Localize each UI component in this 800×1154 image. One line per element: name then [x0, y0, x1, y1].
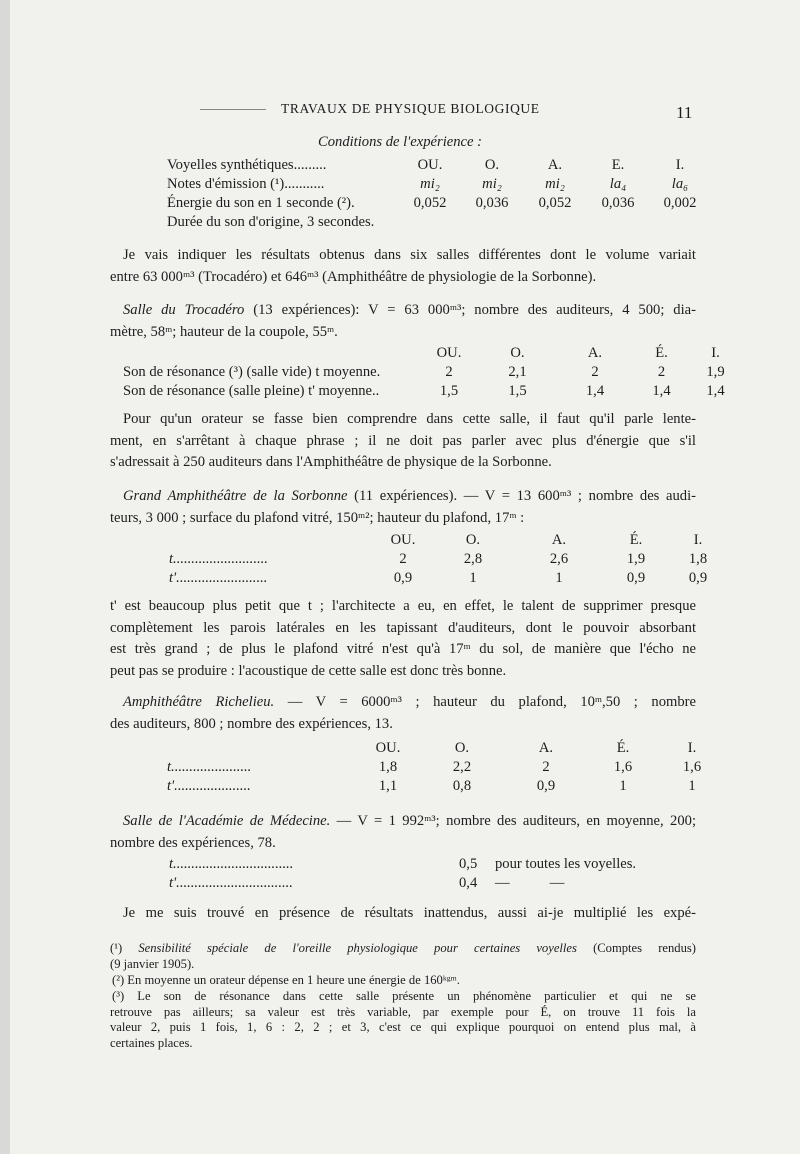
text-line: (³) Le son de résonance dans cette salle présente un phénomène particulier et qui ne se — [112, 989, 696, 1003]
cell: 0,4 — [459, 875, 478, 891]
row-label: t'......................... — [169, 570, 268, 586]
text-line: certaines places. — [110, 1035, 193, 1050]
text-line — [110, 941, 696, 957]
section-title: Salle du Trocadéro — [123, 302, 245, 318]
cell: 1,8 — [688, 551, 708, 567]
conditions-row — [167, 156, 711, 175]
column-header: O. — [465, 532, 481, 548]
row-label: Énergie du son en 1 seconde (²). — [167, 195, 355, 211]
table-row — [169, 874, 675, 893]
cell: 1,4 — [706, 383, 725, 399]
cell: E. — [611, 157, 625, 173]
cell: 1 — [688, 778, 696, 794]
cell: 1,9 — [626, 551, 646, 567]
cell: 1,4 — [652, 383, 671, 399]
table-header — [169, 531, 727, 550]
column-header: OU. — [390, 532, 416, 548]
cell: 2,2 — [452, 759, 472, 775]
row-label: Voyelles synthétiques......... — [167, 157, 327, 173]
row-label: t'..................... — [167, 778, 251, 794]
section-title-rest: — V = 1 992ᵐ³; nombre des auditeurs, en moyenne, 200; — [330, 813, 696, 829]
cell: O. — [484, 157, 500, 173]
column-header: I. — [711, 345, 720, 361]
running-title: TRAVAUX DE PHYSIQUE BIOLOGIQUE — [281, 101, 540, 116]
cell: 1,9 — [706, 364, 725, 380]
cell: 1 — [619, 778, 627, 794]
cell: 2 — [657, 364, 666, 380]
text-line: nombre des expériences, 78. — [110, 834, 276, 851]
closing-paragraph — [110, 903, 696, 925]
footnote-2 — [110, 973, 696, 989]
cell: 0,8 — [452, 778, 472, 794]
cell: 0,036 — [601, 195, 635, 211]
cell: 0,036 — [475, 195, 509, 211]
footnote-marker: (¹) — [110, 941, 123, 955]
conditions-table — [167, 156, 711, 232]
header-rule — [200, 109, 266, 110]
section-title-rest: (11 expériences). — V = 13 600ᵐ³ ; nombre des audi- — [347, 488, 697, 504]
trocadero-heading — [110, 300, 696, 343]
trocadero-table — [123, 344, 743, 401]
cell: mi₂ — [482, 176, 502, 192]
cell-note: — — — [495, 875, 565, 891]
cell: 1 — [469, 570, 477, 586]
cell: A. — [547, 157, 563, 173]
row-label: t...................... — [167, 759, 252, 775]
cell: la₆ — [671, 176, 689, 192]
text-line: Pour qu'un orateur se fasse bien comprendre dans cette salle, il faut qu'il parle lente- — [123, 411, 696, 427]
table-row — [123, 363, 743, 382]
cell: 0,5 — [459, 856, 478, 872]
table-row — [169, 855, 675, 874]
cell: la₄ — [609, 176, 627, 192]
text-line — [110, 300, 696, 322]
text-line: t' est beaucoup plus petit que t ; l'architecte a eu, en effet, le talent de supprimer presque — [110, 598, 696, 614]
sorbonne-heading — [110, 486, 696, 529]
footnote-ref: (Comptes rendus) — [593, 941, 696, 955]
cell: 1,4 — [585, 383, 605, 399]
column-header: A. — [587, 345, 603, 361]
cell: mi₂ — [545, 176, 565, 192]
footnote-3 — [110, 989, 696, 1051]
cell: 2 — [591, 364, 599, 380]
text-line — [110, 486, 696, 508]
column-header: I. — [687, 740, 697, 756]
row-label: t'................................ — [169, 875, 293, 891]
medecine-heading — [110, 811, 696, 854]
cell: I. — [675, 157, 685, 173]
section-title: Salle de l'Académie de Médecine. — [123, 813, 331, 829]
cell: 1,5 — [508, 383, 527, 399]
conditions-row — [167, 175, 711, 194]
trocadero-comment — [110, 409, 696, 474]
cell: 1,5 — [439, 383, 459, 399]
section-title-rest: (13 expériences): V = 63 000ᵐ³; nombre des auditeurs, 4 500; dia- — [244, 302, 696, 318]
text-line — [110, 811, 696, 833]
richelieu-heading — [110, 692, 696, 735]
cell: 2 — [445, 364, 453, 380]
footnote-1 — [110, 941, 696, 972]
cell: 0,9 — [536, 778, 556, 794]
sorbonne-comment — [110, 596, 696, 682]
text-line: Je vais indiquer les résultats obtenus dans six salles différentes dont le volume variait — [123, 247, 696, 263]
cell: 1,8 — [378, 759, 398, 775]
text-line: mètre, 58ᵐ; hauteur de la coupole, 55ᵐ. — [110, 323, 338, 340]
column-header: A. — [551, 532, 567, 548]
cell: 1,6 — [682, 759, 702, 775]
duration-note: Durée du son d'origine, 3 secondes. — [167, 214, 375, 230]
text-line — [110, 692, 696, 714]
text-line: valeur 2, puis 1 fois, 1, 6 : 2, 2 ; et 3, c'est ce qui explique pourquoi on entend plus mal, à — [110, 1020, 696, 1034]
text-line: est très grand ; de plus le plafond vitré n'est qu'à 17ᵐ du sol, de manière que l'écho ne — [110, 641, 696, 657]
column-header: É. — [655, 345, 668, 361]
text-line: complètement les parois latérales en les tapissant d'auditeurs, dont le pouvoir absorbant — [110, 619, 696, 636]
text-line: (9 janvier 1905). — [110, 956, 195, 971]
page-number: 11 — [676, 103, 693, 122]
conditions-title: Conditions de l'expérience : — [318, 134, 483, 150]
cell: 2,8 — [463, 551, 483, 567]
section-title: Amphithéâtre Richelieu. — [123, 694, 275, 710]
section-title-rest: — V = 6000ᵐ³ ; hauteur du plafond, 10ᵐ,50 ; nombre — [274, 694, 696, 710]
column-header: OU. — [436, 345, 462, 361]
medecine-table — [169, 855, 675, 893]
richelieu-table — [167, 739, 726, 796]
row-label: Son de résonance (³) (salle vide) t moyenne. — [123, 364, 381, 380]
cell: 2,1 — [508, 364, 527, 380]
table-row — [169, 550, 727, 569]
table-header — [167, 739, 726, 758]
text-line: teurs, 3 000 ; surface du plafond vitré, 150ᵐ²; hauteur du plafond, 17ᵐ : — [110, 509, 525, 526]
cell: 2 — [399, 551, 407, 567]
cell: 0,052 — [413, 195, 447, 211]
column-header: OU. — [375, 740, 401, 756]
table-header — [123, 344, 743, 363]
row-label: t.......................... — [169, 551, 268, 567]
text-line: des auditeurs, 800 ; nombre des expériences, 13. — [110, 715, 393, 732]
cell: 2,6 — [549, 551, 569, 567]
text-line: ment, en s'arrêtant à chaque phrase ; il ne doit pas parler avec plus d'énergie que s'il — [110, 432, 696, 449]
table-row — [167, 777, 726, 796]
column-header: A. — [538, 740, 554, 756]
cell: 1,1 — [378, 778, 398, 794]
cell: 2 — [542, 759, 550, 775]
column-header: I. — [693, 532, 703, 548]
column-header: É. — [629, 532, 643, 548]
cell: mi₂ — [420, 176, 440, 192]
cell-note: pour toutes les voyelles. — [495, 856, 637, 872]
table-row — [123, 382, 743, 401]
row-label: t................................. — [169, 856, 294, 872]
column-header: O. — [510, 345, 525, 361]
cell: 0,002 — [663, 195, 697, 211]
conditions-row — [167, 194, 711, 213]
conditions-row — [167, 213, 711, 232]
column-header: É. — [616, 740, 630, 756]
text-line: peut pas se produire : l'acoustique de cette salle est donc très bonne. — [110, 662, 507, 679]
table-row — [169, 569, 727, 588]
text-line: (²) En moyenne un orateur dépense en 1 heure une énergie de 160ᵏᵍᵐ. — [112, 973, 460, 987]
text-line: Je me suis trouvé en présence de résultats inattendus, aussi ai-je multiplié les expé- — [123, 905, 696, 921]
cell: 0,9 — [688, 570, 708, 586]
row-label: Notes d'émission (¹)........... — [167, 176, 325, 192]
cell: 0,052 — [538, 195, 572, 211]
text-line: retrouve pas ailleurs; sa valeur est très variable, par exemple pour É, on trouve 11 fois la — [110, 1004, 696, 1019]
row-label: Son de résonance (salle pleine) t' moyenne.. — [123, 383, 380, 399]
column-header: O. — [454, 740, 470, 756]
table-row — [167, 758, 726, 777]
sorbonne-table — [169, 531, 727, 588]
text-line: entre 63 000ᵐ³ (Trocadéro) et 646ᵐ³ (Amphithéâtre de physiologie de la Sorbonne). — [110, 268, 597, 285]
cell: 0,9 — [393, 570, 413, 586]
cell: 0,9 — [626, 570, 646, 586]
intro-paragraph — [110, 245, 696, 288]
footnote-title: Sensibilité spéciale de l'oreille physiologique pour certaines voyelles — [138, 941, 577, 955]
text-line: s'adressait à 250 auditeurs dans l'Amphithéâtre de physique de la Sorbonne. — [110, 454, 552, 470]
section-title: Grand Amphithéâtre de la Sorbonne — [123, 488, 348, 504]
cell: OU. — [417, 157, 443, 173]
cell: 1,6 — [613, 759, 633, 775]
cell: 1 — [555, 570, 563, 586]
